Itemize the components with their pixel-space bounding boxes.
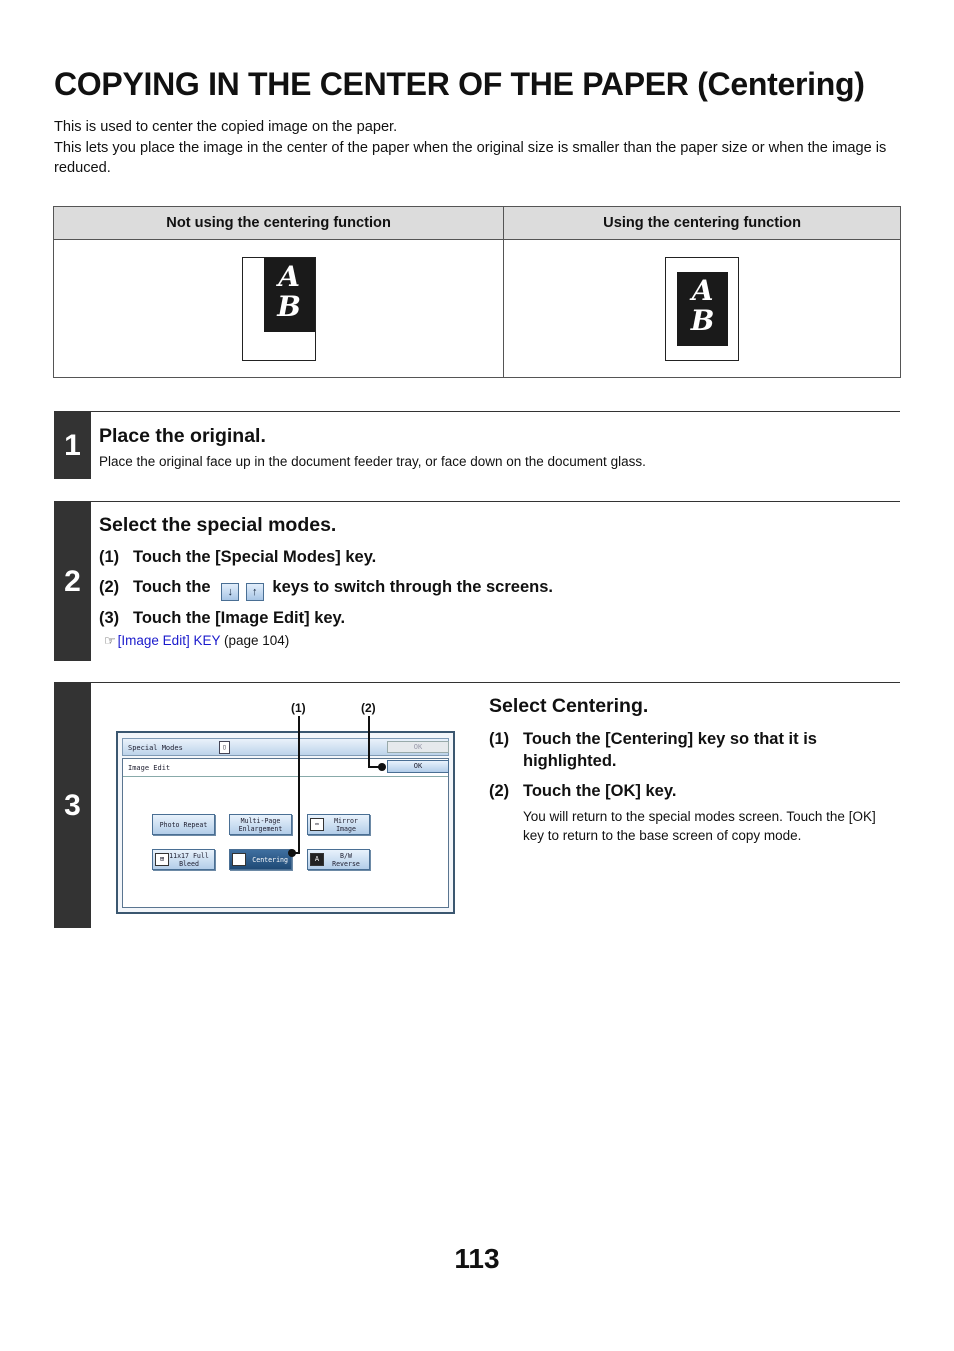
paper-illustration-centered (665, 257, 739, 361)
callout-dot-2 (378, 763, 386, 771)
cell-not-centering (54, 240, 504, 378)
ok-button[interactable]: OK (387, 760, 449, 773)
step-title: Place the original. (99, 425, 266, 447)
callout-dot-1 (288, 849, 296, 857)
multi-page-enlargement-button[interactable]: Multi-Page Enlargement (229, 814, 292, 835)
special-modes-header: Special Modes ▯ OK (122, 738, 449, 756)
document-icon: ▯ (219, 741, 230, 754)
step-item: (2) Touch the ↓ ↑ keys to switch through the screens. (99, 578, 553, 601)
ok-button-top[interactable]: OK (387, 741, 449, 753)
full-bleed-button[interactable]: ⊞ 11x17 Full Bleed (152, 849, 215, 870)
step-item: (3) Touch the [Image Edit] key. (99, 609, 346, 627)
mirror-image-button[interactable]: ⇔ Mirror Image (307, 814, 370, 835)
centering-button[interactable]: ▣ Centering (229, 849, 292, 870)
pointing-hand-icon: ☞ (104, 633, 116, 648)
image-edit-key-link[interactable]: [Image Edit] KEY (117, 633, 221, 648)
step-item: (1) Touch the [Special Modes] key. (99, 548, 377, 566)
header-not-centering: Not using the centering function (54, 207, 504, 240)
arrow-down-icon: ↓ (221, 583, 239, 601)
page-title: COPYING IN THE CENTER OF THE PAPER (Centering) (54, 66, 865, 102)
step-title: Select Centering. (489, 695, 649, 717)
image-edit-header: Image Edit OK (123, 759, 448, 777)
image-ab-block: A B (677, 272, 728, 346)
reference-page: (page 104) (223, 633, 290, 648)
header-centering: Using the centering function (504, 207, 901, 240)
callout-2: (2) (361, 701, 376, 715)
step-number: 3 (54, 683, 91, 928)
step-item: (1) Touch the [Centering] key so that it is highlighted. (489, 730, 817, 770)
intro-line-1: This is used to center the copied image on the paper. (54, 119, 398, 135)
callout-line-1 (298, 716, 300, 853)
mirror-icon: ⇔ (310, 818, 324, 831)
touch-screen-illustration (116, 731, 455, 914)
arrow-up-icon: ↑ (246, 583, 264, 601)
step-number: 2 (54, 502, 91, 661)
step-title: Select the special modes. (99, 514, 337, 536)
step-2 (54, 501, 900, 661)
intro-line-2: This lets you place the image in the center of the paper when the original size is smaller than the paper size or when the image is reduced. (54, 139, 887, 176)
step-3 (54, 682, 900, 928)
comparison-table (53, 206, 901, 378)
reference-line (104, 633, 289, 649)
full-bleed-icon: ⊞ (155, 853, 169, 866)
bw-reverse-icon: A (310, 853, 324, 866)
page-number: 113 (454, 1243, 500, 1274)
photo-repeat-button[interactable]: Photo Repeat (152, 814, 215, 835)
paper-illustration-uncentered (242, 257, 316, 361)
centering-icon: ▣ (232, 853, 246, 866)
image-edit-panel (122, 758, 449, 908)
bw-reverse-button[interactable]: A B/W Reverse (307, 849, 370, 870)
intro-text (54, 117, 904, 179)
image-ab-block: A B (264, 258, 315, 332)
step-item: (2) Touch the [OK] key. (489, 782, 677, 800)
step-desc: You will return to the special modes screen. Touch the [OK] key to return to the base screen of copy mode. (523, 809, 876, 843)
callout-1: (1) (291, 701, 306, 715)
step-desc: Place the original face up in the document feeder tray, or face down on the document glass. (99, 454, 646, 469)
step-number: 1 (54, 412, 91, 479)
cell-centering (504, 240, 901, 378)
step-1 (54, 411, 900, 479)
callout-line-2 (368, 716, 370, 768)
